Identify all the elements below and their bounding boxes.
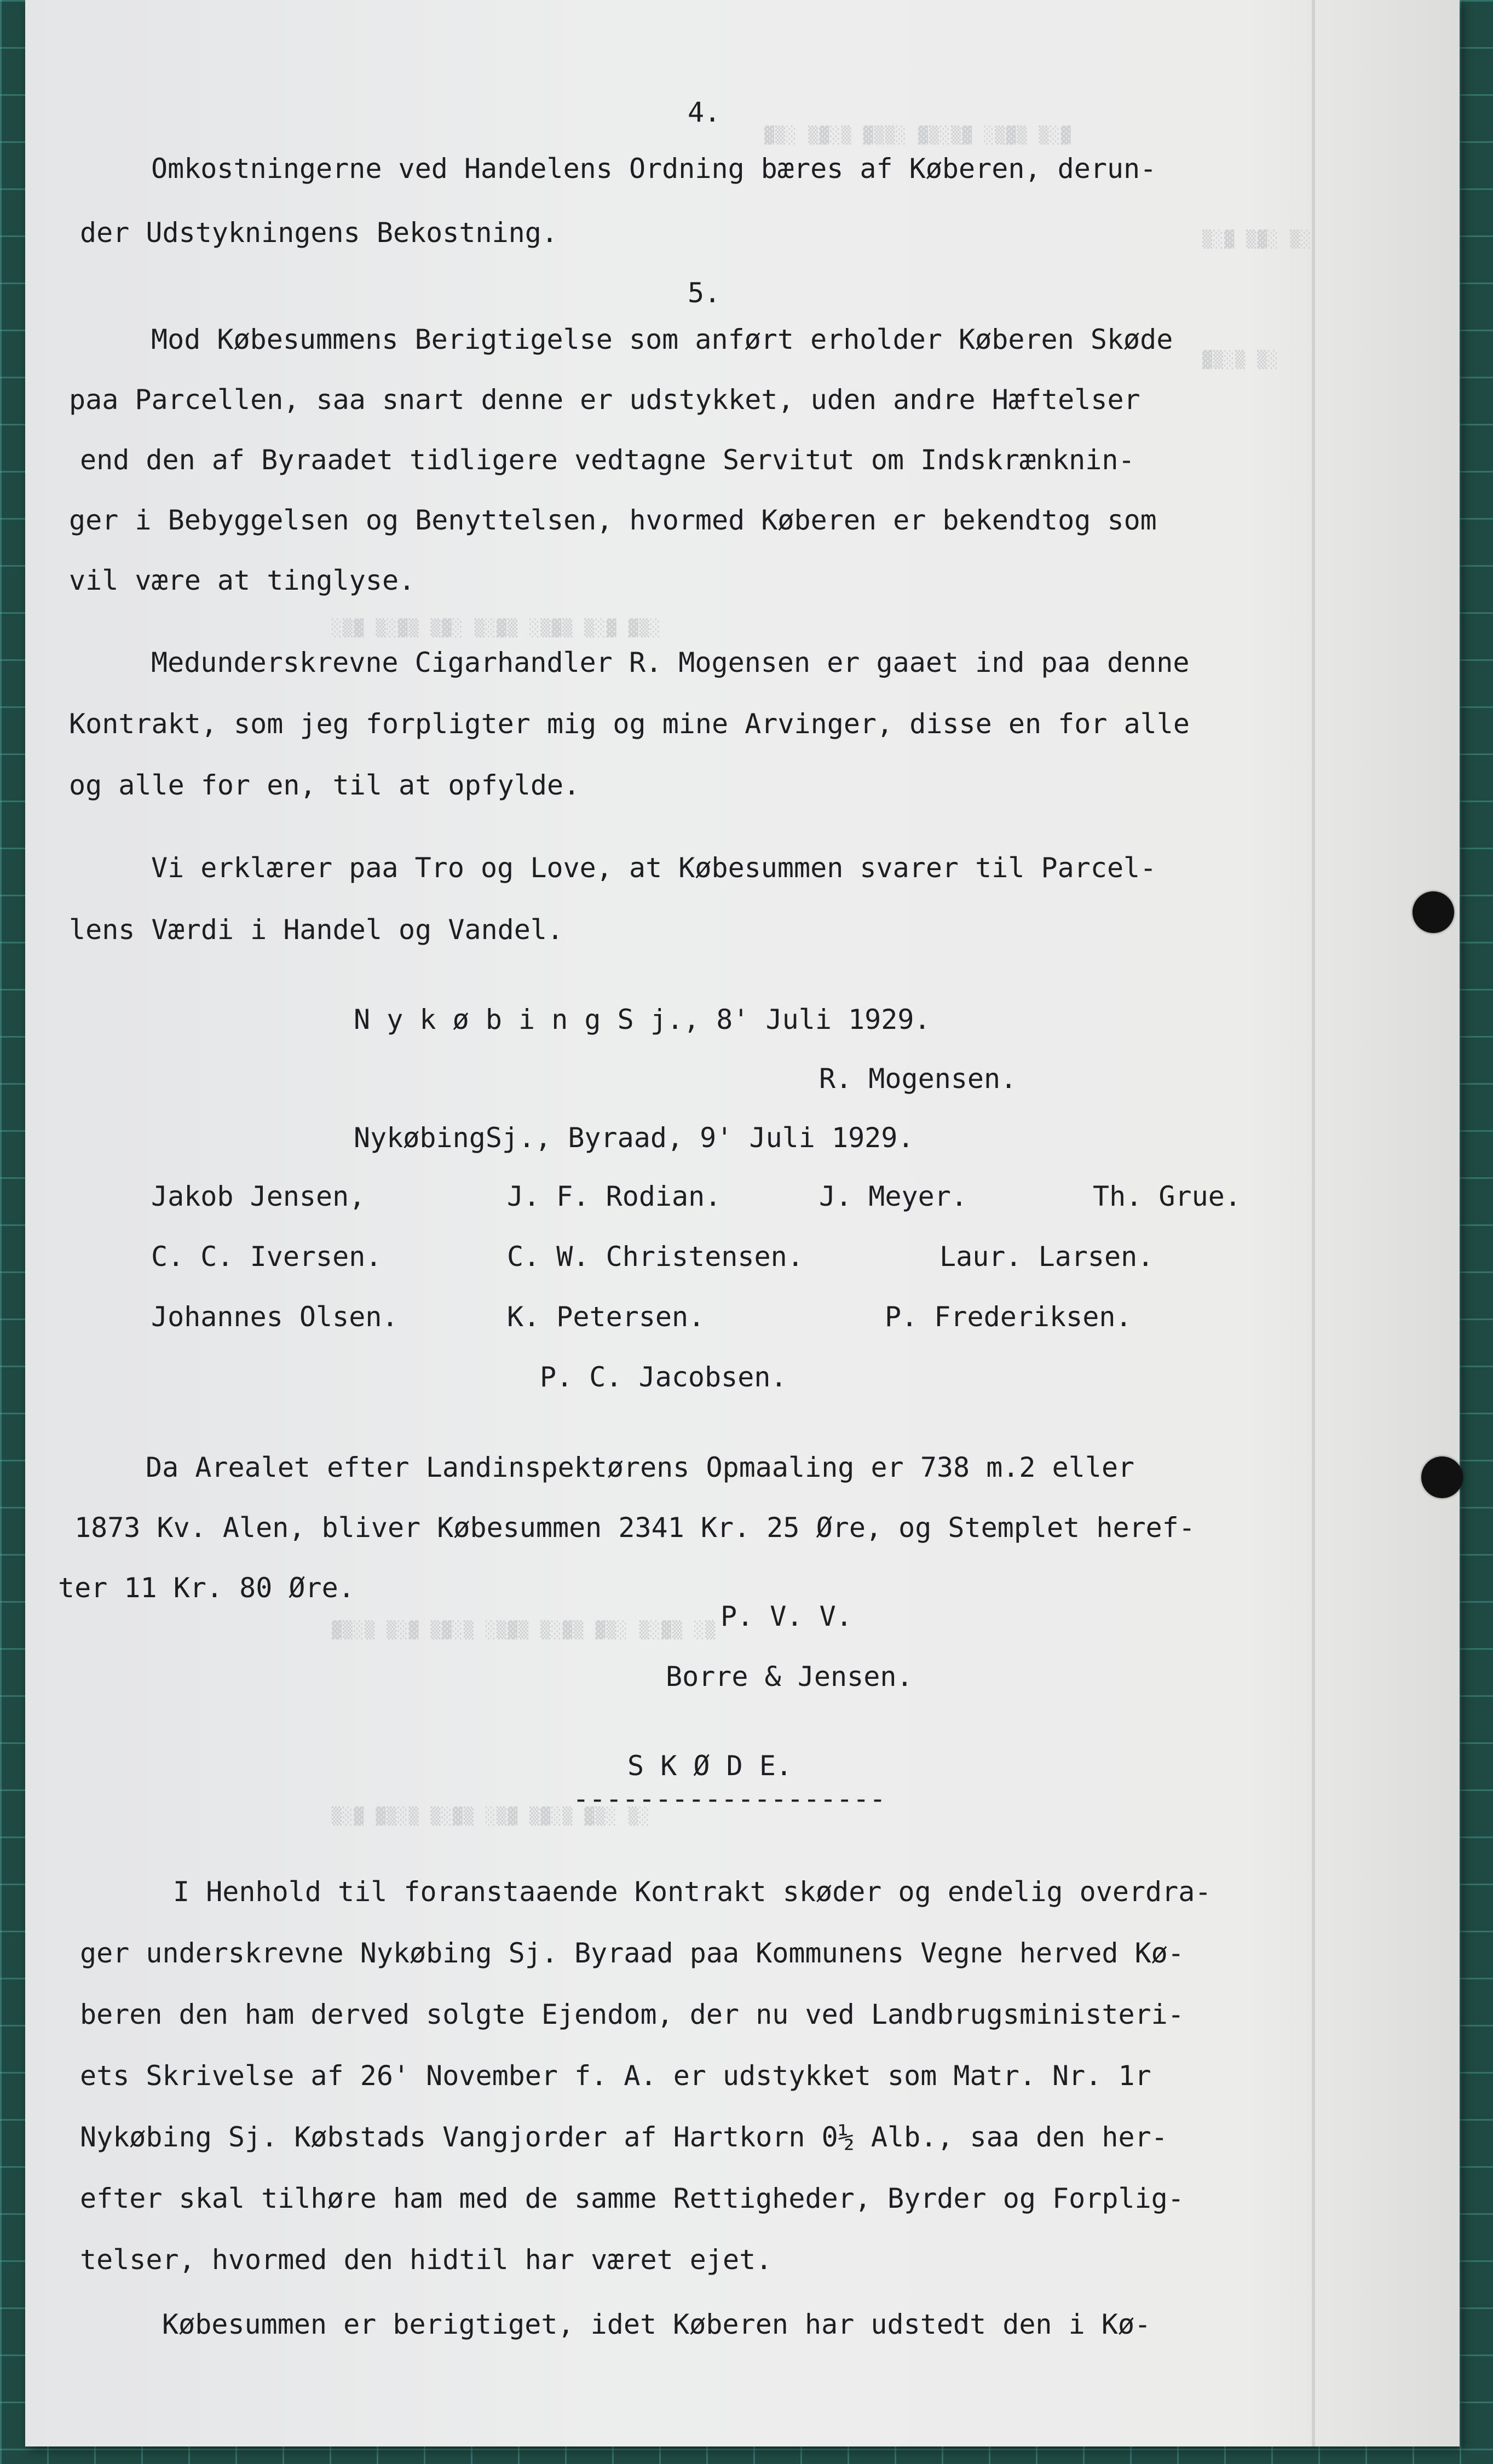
text-line: der Udstykningens Bekostning. bbox=[80, 217, 558, 249]
text-line: I Henhold til foranstaaende Kontrakt skøder og endelig overdra- bbox=[173, 1876, 1212, 1908]
place-date-line: NykøbingSj., Byraad, 9' Juli 1929. bbox=[354, 1122, 914, 1154]
section-number: 4. bbox=[688, 96, 721, 128]
council-signature: P. C. Jacobsen. bbox=[540, 1361, 787, 1393]
text-line: ter 11 Kr. 80 Øre. bbox=[58, 1572, 355, 1604]
show-through-text: ▓▒░ ▒▓░▒ ▓▒▒░ ▓▒░▒▓ ░▒▓▒ ▒░▓ bbox=[764, 126, 1072, 145]
text-line: ets Skrivelse af 26' November f. A. er udstykket som Matr. Nr. 1r bbox=[80, 2060, 1151, 2092]
council-signature: C. W. Christensen. bbox=[507, 1241, 804, 1273]
place-date-line: N y k ø b i n g S j., 8' Juli 1929. bbox=[354, 1004, 931, 1035]
text-line: Vi erklærer paa Tro og Love, at Købesummen svarer til Parcel- bbox=[151, 852, 1157, 884]
text-line: Da Arealet efter Landinspektørens Opmaaling er 738 m.2 eller bbox=[146, 1452, 1135, 1483]
council-signature: Th. Grue. bbox=[1093, 1181, 1241, 1212]
text-line: Omkostningerne ved Handelens Ordning bæres af Køberen, derun- bbox=[151, 153, 1157, 185]
text-line: Mod Købesummens Berigtigelse som anført erholder Køberen Skøde bbox=[151, 324, 1173, 355]
pvv-mark: P. V. V. bbox=[720, 1601, 852, 1632]
text-line: end den af Byraadet tidligere vedtagne Servitut om Indskrænknin- bbox=[80, 444, 1135, 476]
show-through-text: ▓▒░▒ ▒░▓ ▒▓░▒ ░▒▓▒ ▒░▓▒ ▓▒░ ▒░▓▒ ░▒ bbox=[332, 1621, 717, 1640]
deed-title: S K Ø D E. bbox=[627, 1750, 793, 1782]
text-line: Kontrakt, som jeg forpligter mig og mine Arvinger, disse en for alle bbox=[69, 708, 1190, 740]
section-number: 5. bbox=[688, 277, 721, 309]
text-line: vil være at tinglyse. bbox=[69, 565, 416, 596]
text-line: telser, hvormed den hidtil har været ejet. bbox=[80, 2244, 773, 2276]
text-line: ger i Bebyggelsen og Benyttelsen, hvormed Køberen er bekendtog som bbox=[69, 504, 1157, 536]
text-line: paa Parcellen, saa snart denne er udstykket, uden andre Hæftelser bbox=[69, 384, 1140, 416]
council-signature: Johannes Olsen. bbox=[151, 1301, 399, 1333]
text-line: lens Værdi i Handel og Vandel. bbox=[69, 914, 564, 946]
text-line: ger underskrevne Nykøbing Sj. Byraad paa Kommunens Vegne herved Kø- bbox=[80, 1937, 1184, 1969]
text-line: efter skal tilhøre ham med de samme Rettigheder, Byrder og Forplig- bbox=[80, 2183, 1184, 2214]
punch-hole bbox=[1413, 891, 1454, 933]
page-fold-edge bbox=[1312, 0, 1315, 2446]
text-line: Købesummen er berigtiget, idet Køberen har udstedt den i Kø- bbox=[162, 2308, 1151, 2340]
text-line: 1873 Kv. Alen, bliver Købesummen 2341 Kr. 25 Øre, og Stemplet heref- bbox=[74, 1512, 1195, 1544]
council-signature: Jakob Jensen, bbox=[151, 1181, 366, 1212]
council-signature: C. C. Iversen. bbox=[151, 1241, 382, 1273]
signature-mogensen: R. Mogensen. bbox=[819, 1063, 1017, 1095]
council-signature: J. F. Rodian. bbox=[507, 1181, 722, 1212]
deed-title-underline: ------------------- bbox=[573, 1783, 886, 1815]
document-page bbox=[25, 0, 1460, 2446]
firm-signature: Borre & Jensen. bbox=[666, 1661, 913, 1692]
show-through-text: ░▒▓ ▒░▓▒ ▒▓░ ▒░▓▒ ░▒▓▒ ▒░▓ ▓▒░ bbox=[332, 619, 661, 638]
text-line: og alle for en, til at opfylde. bbox=[69, 769, 580, 801]
council-signature: K. Petersen. bbox=[507, 1301, 705, 1333]
punch-hole bbox=[1421, 1456, 1463, 1498]
text-line: Nykøbing Sj. Købstads Vangjorder af Hartkorn 0½ Alb., saa den her- bbox=[80, 2121, 1168, 2153]
show-through-text: ▒░▓ ▓▒░▒ ▒░▓▒ ░▒▓ ▒▓░▒ ▓▒░ ▒░ bbox=[332, 1807, 650, 1826]
council-signature: J. Meyer. bbox=[819, 1181, 967, 1212]
show-through-text: ▓▒░▒ ▒░ bbox=[1202, 350, 1279, 370]
council-signature: P. Frederiksen. bbox=[885, 1301, 1132, 1333]
show-through-text: ▒░▓ ▒▓░ ▒░ bbox=[1202, 230, 1312, 249]
council-signature: Laur. Larsen. bbox=[939, 1241, 1154, 1273]
text-line: beren den ham derved solgte Ejendom, der nu ved Landbrugsministeri- bbox=[80, 1999, 1184, 2030]
text-line: Medunderskrevne Cigarhandler R. Mogensen er gaaet ind paa denne bbox=[151, 647, 1190, 678]
